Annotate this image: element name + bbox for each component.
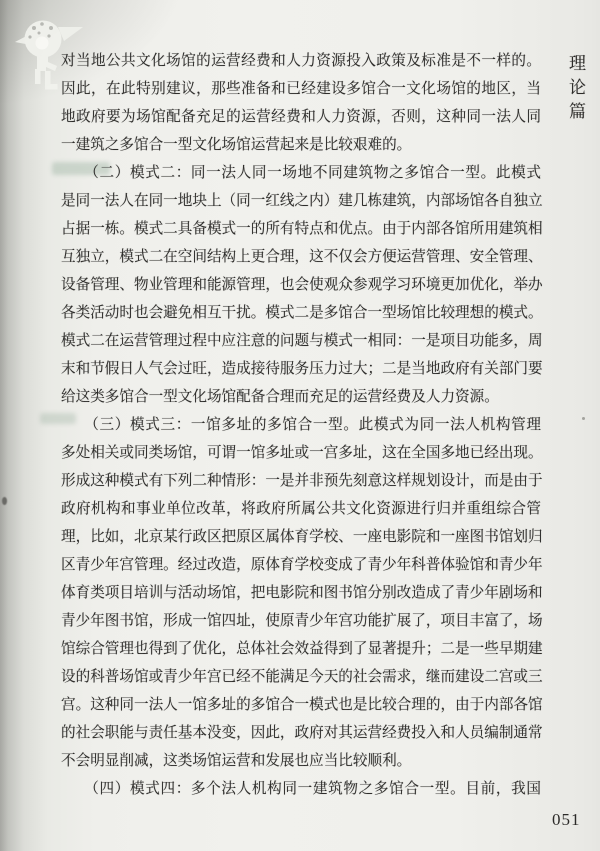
text-line: 不会明显削减，这类场馆运营和发展也应当比较顺利。 [61, 753, 412, 769]
text-line: 模式二在运营管理过程中应注意的问题与模式一相同：一是项目功能多，周 [61, 333, 543, 349]
text-line: 地政府要为场馆配备充足的运营经费和人力资源，否则，这种同一法人同 [61, 109, 541, 125]
text-line: （三）模式三：一馆多址的多馆合一型。此模式为同一法人机构管理 [61, 417, 541, 433]
text-block [61, 47, 541, 803]
scan-speck [2, 497, 7, 505]
text-line: 理，比如，北京某行政区把原区属体育学校、一座电影院和一座图书馆划归 [61, 529, 543, 545]
text-line: 馆综合管理也得到了优化，总体社会效益得到了显著提升；二是一些早期建 [61, 641, 543, 657]
text-line: 占据一栋。模式二具备模式一的所有特点和优点。由于内部各馆所用建筑相 [61, 221, 543, 237]
text-line: 政府机构和事业单位改革，将政府所属公共文化资源进行归并重组综合管 [61, 501, 541, 517]
text-line: 互独立，模式二在空间结构上更合理，这不仅会方便运营管理、安全管理、 [61, 249, 543, 265]
paragraph [61, 775, 541, 803]
paragraph [61, 159, 541, 411]
text-line: 对当地公共文化场馆的运营经费和人力资源投入政策及标准是不一样的。 [61, 53, 541, 69]
text-line: 是同一法人在同一地块上（同一红线之内）建几栋建筑，内部场馆各自独立 [61, 193, 543, 209]
paragraph [61, 411, 541, 775]
text-line: 形成这种模式有下列二种情形：一是并非预先刻意这样规划设计，而是由于 [61, 473, 543, 489]
text-line: 的社会职能与责任基本没变，因此，政府对其运营经费投入和人员编制通常 [61, 725, 543, 741]
text-line: 各类活动时也会避免相互干扰。模式二是多馆合一型场馆比较理想的模式。 [61, 305, 543, 321]
paragraph [61, 47, 541, 159]
text-line: 给这类多馆合一型文化场馆配备合理而充足的运营经费及人力资源。 [61, 389, 499, 405]
text-line: 设的科普场馆或青少年宫已经不能满足今天的社会需求，继而建设二宫或三 [61, 669, 543, 685]
text-line: （二）模式二：同一法人同一场地不同建筑物之多馆合一型。此模式 [61, 165, 541, 181]
text-line: 宫。这种同一法人一馆多址的多馆合一模式也是比较合理的，由于内部各馆 [61, 697, 543, 713]
text-line: （四）模式四：多个法人机构同一建筑物之多馆合一型。目前，我国 [61, 781, 541, 797]
text-line: 设备管理、物业管理和能源管理，也会使观众参观学习环境更加优化，举办 [61, 277, 543, 293]
scan-speck [582, 417, 585, 420]
text-line: 青少年图书馆，形成一馆四址，使原青少年宫功能扩展了，项目丰富了，场 [61, 613, 543, 629]
text-line: 多处相关或同类场馆，可谓一馆多址或一宫多址，这在全国多地已经出现。 [61, 445, 543, 461]
text-line: 因此，在此特别建议，那些准备和已经建设多馆合一文化场馆的地区，当 [61, 81, 541, 97]
text-line: 一建筑之多馆合一型文化场馆运营起来是比较艰难的。 [61, 137, 412, 153]
text-line: 体育类项目培训与活动场馆，把电影院和图书馆分别改造成了青少年剧场和 [61, 585, 543, 601]
section-margin-label: 理论篇 [566, 54, 585, 126]
page-number: 051 [552, 810, 581, 829]
text-line: 区青少年宫管理。经过改造，原体育学校变成了青少年科普体验馆和青少年 [61, 557, 543, 573]
text-line: 末和节假日人气会过旺，造成接待服务压力过大；二是当地政府有关部门要 [61, 361, 543, 377]
